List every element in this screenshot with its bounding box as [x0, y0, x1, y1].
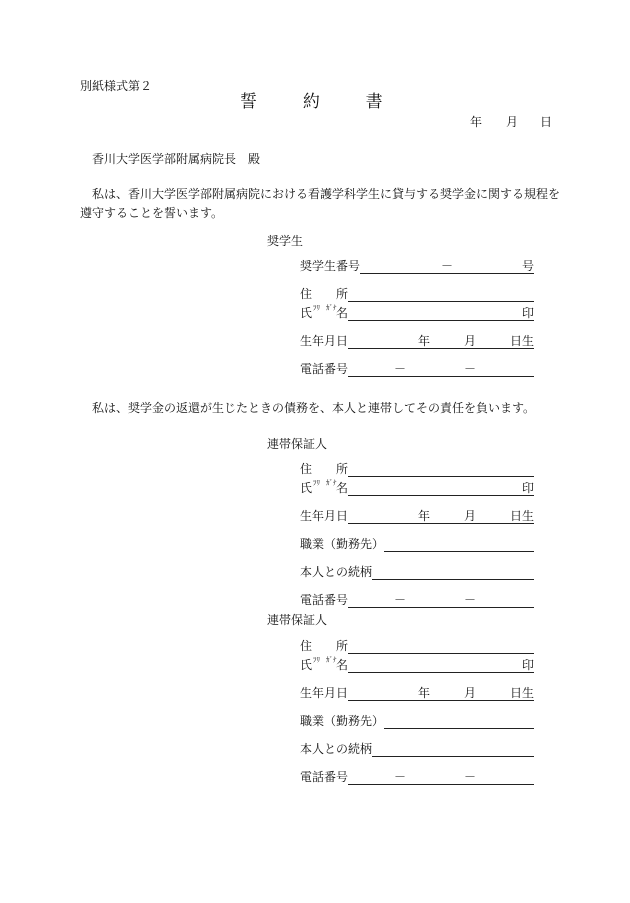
student-birth-day: 日生 [510, 334, 535, 348]
pledge-text-line1: 私は、香川大学医学部附属病院における看護学科学生に貸与する奨学金に関する規程を [92, 187, 561, 201]
student-birth-year: 年 [418, 334, 431, 348]
guarantor-2-name-ruby-1: ﾌﾘ [313, 656, 320, 664]
student-id-row [300, 260, 540, 276]
student-phone-row [300, 363, 540, 379]
student-phone-dash-1: － [394, 362, 407, 376]
guarantor-1-name-row [300, 479, 540, 498]
student-name-label-1: 氏 [300, 306, 313, 320]
guarantor-2-name-label-1: 氏 [300, 658, 313, 672]
guarantor-1-name-label-2: 名 [336, 481, 349, 495]
guarantor-2-phone-label: 電話番号 [300, 770, 349, 784]
pledge-text-line2: 遵守することを誓います。 [80, 206, 224, 220]
guarantor-1-address-row [300, 463, 540, 479]
guarantor-2-name-label-2: 名 [336, 658, 349, 672]
student-name-label-2: 名 [336, 306, 349, 320]
guarantor-2-address-label-2: 所 [336, 639, 349, 653]
student-birth-row [300, 335, 540, 351]
guarantor-1-address-label-2: 所 [336, 462, 349, 476]
guarantor-1-birth-label: 生年月日 [300, 509, 349, 523]
student-phone-label: 電話番号 [300, 362, 349, 376]
guarantor-2-relation-row [300, 743, 540, 759]
title-char-1: 誓 [240, 92, 257, 112]
guarantor-1-relation-row [300, 566, 540, 582]
guarantor-2-occupation-field[interactable] [384, 728, 534, 729]
student-address-field[interactable] [348, 301, 534, 302]
guarantor-2-relation-field[interactable] [372, 756, 534, 757]
guarantor-1-birth-year: 年 [418, 509, 431, 523]
guarantor-2-name-ruby-2: ｶﾞﾅ [326, 656, 337, 664]
guarantor-1-phone-dash-2: － [464, 593, 477, 607]
student-birth-label: 生年月日 [300, 334, 349, 348]
guarantee-text: 私は、奨学金の返還が生じたときの債務を、本人と連帯してその責任を負います。 [92, 401, 536, 415]
date-year-label: 年 [470, 115, 483, 129]
student-address-label-2: 所 [336, 287, 349, 301]
student-name-ruby-1: ﾌﾘ [313, 304, 320, 312]
student-birth-field[interactable] [348, 348, 534, 349]
guarantor-1-seal: 印 [522, 481, 535, 495]
student-address-label-1: 住 [300, 287, 313, 301]
guarantor-2-phone-dash-1: － [394, 770, 407, 784]
guarantor-2-phone-row [300, 771, 540, 787]
student-id-field[interactable] [360, 273, 534, 274]
guarantor-1-phone-row [300, 594, 540, 610]
title-char-3: 書 [365, 92, 383, 112]
guarantor-2-seal: 印 [522, 658, 535, 672]
guarantor-2-relation-label: 本人との続柄 [300, 742, 373, 756]
student-heading: 奨学生 [267, 234, 304, 248]
guarantor-1-occupation-row [300, 538, 540, 554]
guarantor-1-birth-field[interactable] [348, 523, 534, 524]
guarantor-1-phone-dash-1: － [394, 593, 407, 607]
guarantor-1-name-ruby-2: ｶﾞﾅ [326, 479, 337, 487]
student-birth-month: 月 [464, 334, 477, 348]
guarantor-1-address-field[interactable] [348, 476, 534, 477]
guarantor-2-name-row [300, 656, 540, 675]
guarantor-2-heading: 連帯保証人 [267, 613, 328, 627]
date-month-label: 月 [506, 115, 519, 129]
form-number: 別紙様式第２ [80, 79, 153, 93]
guarantor-2-birth-field[interactable] [348, 700, 534, 701]
student-phone-field[interactable] [348, 376, 534, 377]
student-address-row [300, 288, 540, 304]
date-day-label: 日 [540, 115, 553, 129]
guarantor-2-birth-month: 月 [464, 686, 477, 700]
addressee: 香川大学医学部附属病院長 殿 [92, 152, 261, 166]
guarantor-1-birth-row [300, 510, 540, 526]
guarantor-2-birth-label: 生年月日 [300, 686, 349, 700]
title-char-2: 約 [302, 92, 320, 112]
student-seal: 印 [522, 306, 535, 320]
student-name-row [300, 304, 540, 323]
guarantor-2-birth-row [300, 687, 540, 703]
guarantor-2-birth-day: 日生 [510, 686, 535, 700]
guarantor-1-birth-day: 日生 [510, 509, 535, 523]
student-id-dash: － [441, 259, 454, 273]
student-phone-dash-2: － [464, 362, 477, 376]
guarantor-2-occupation-row [300, 715, 540, 731]
guarantor-1-relation-label: 本人との続柄 [300, 565, 373, 579]
guarantor-2-address-row [300, 640, 540, 656]
guarantor-1-heading: 連帯保証人 [267, 437, 328, 451]
guarantor-2-phone-field[interactable] [348, 784, 534, 785]
student-id-suffix: 号 [522, 259, 535, 273]
guarantor-1-name-label-1: 氏 [300, 481, 313, 495]
guarantor-1-birth-month: 月 [464, 509, 477, 523]
guarantor-1-address-label-1: 住 [300, 462, 313, 476]
guarantor-1-name-field[interactable] [348, 495, 534, 496]
guarantor-1-occupation-field[interactable] [384, 551, 534, 552]
guarantor-1-phone-field[interactable] [348, 607, 534, 608]
guarantor-2-name-field[interactable] [348, 672, 534, 673]
guarantor-2-address-field[interactable] [348, 653, 534, 654]
guarantor-1-relation-field[interactable] [372, 579, 534, 580]
guarantor-1-name-ruby-1: ﾌﾘ [313, 479, 320, 487]
guarantor-2-phone-dash-2: － [464, 770, 477, 784]
guarantor-2-birth-year: 年 [418, 686, 431, 700]
student-name-ruby-2: ｶﾞﾅ [326, 304, 337, 312]
guarantor-1-phone-label: 電話番号 [300, 593, 349, 607]
guarantor-1-occupation-label: 職業（勤務先） [300, 537, 385, 551]
guarantor-2-address-label-1: 住 [300, 639, 313, 653]
student-name-field[interactable] [348, 320, 534, 321]
document-title [240, 94, 383, 111]
student-id-label: 奨学生番号 [300, 259, 361, 273]
guarantor-2-occupation-label: 職業（勤務先） [300, 714, 385, 728]
